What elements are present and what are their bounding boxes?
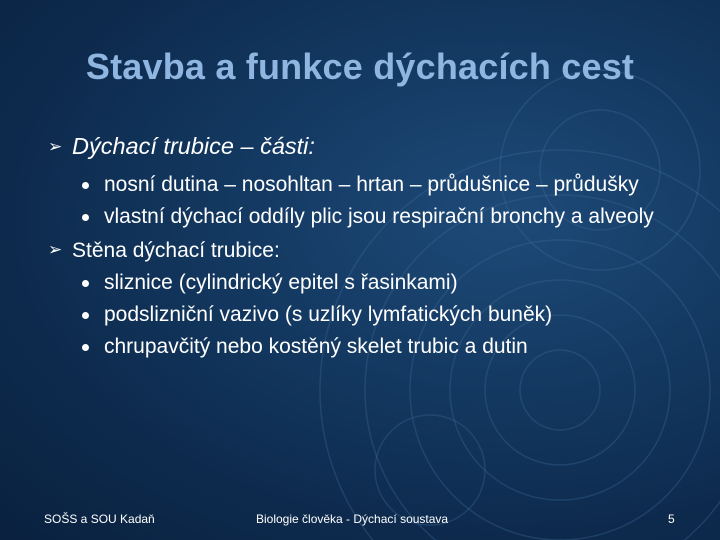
round-bullet-icon [82,182,89,189]
slide-title: Stavba a funkce dýchacích cest [85,46,635,87]
sub-list-item [48,331,698,363]
list-item [48,233,698,267]
list-item-label: Stěna dýchací trubice: [72,239,280,262]
sub-list-item [48,299,698,331]
list-item [48,130,698,163]
sub-list-item-label: sliznice (cylindrický epitel s řasinkami) [104,271,458,294]
sub-list-item-label: chrupavčitý nebo kostěný skelet trubic a dutin [104,335,528,358]
arrowhead-bullet-icon: ➢ [48,240,63,259]
slide-content [48,130,698,363]
list-item-label: Dýchací trubice – části: [72,133,315,159]
sub-list-item [48,267,698,299]
footer-school: SOŠS a SOU Kadaň [44,512,155,526]
sub-list-item [48,169,698,201]
page-number: 5 [668,512,675,526]
round-bullet-icon [82,280,89,287]
round-bullet-icon [82,214,89,221]
footer-course-title: Biologie člověka - Dýchací soustava [256,512,449,526]
sub-list-item-label: podslizniční vazivo (s uzlíky lymfatických buněk) [104,303,553,326]
sub-list-item-label: nosní dutina – nosohltan – hrtan – průdušnice – průdušky [104,173,639,196]
round-bullet-icon [82,312,89,319]
sub-list-item [48,201,698,233]
arrowhead-bullet-icon: ➢ [48,137,63,156]
round-bullet-icon [82,344,89,351]
sub-list-item-label: vlastní dýchací oddíly plic jsou respirační bronchy a alveoly [104,205,654,228]
